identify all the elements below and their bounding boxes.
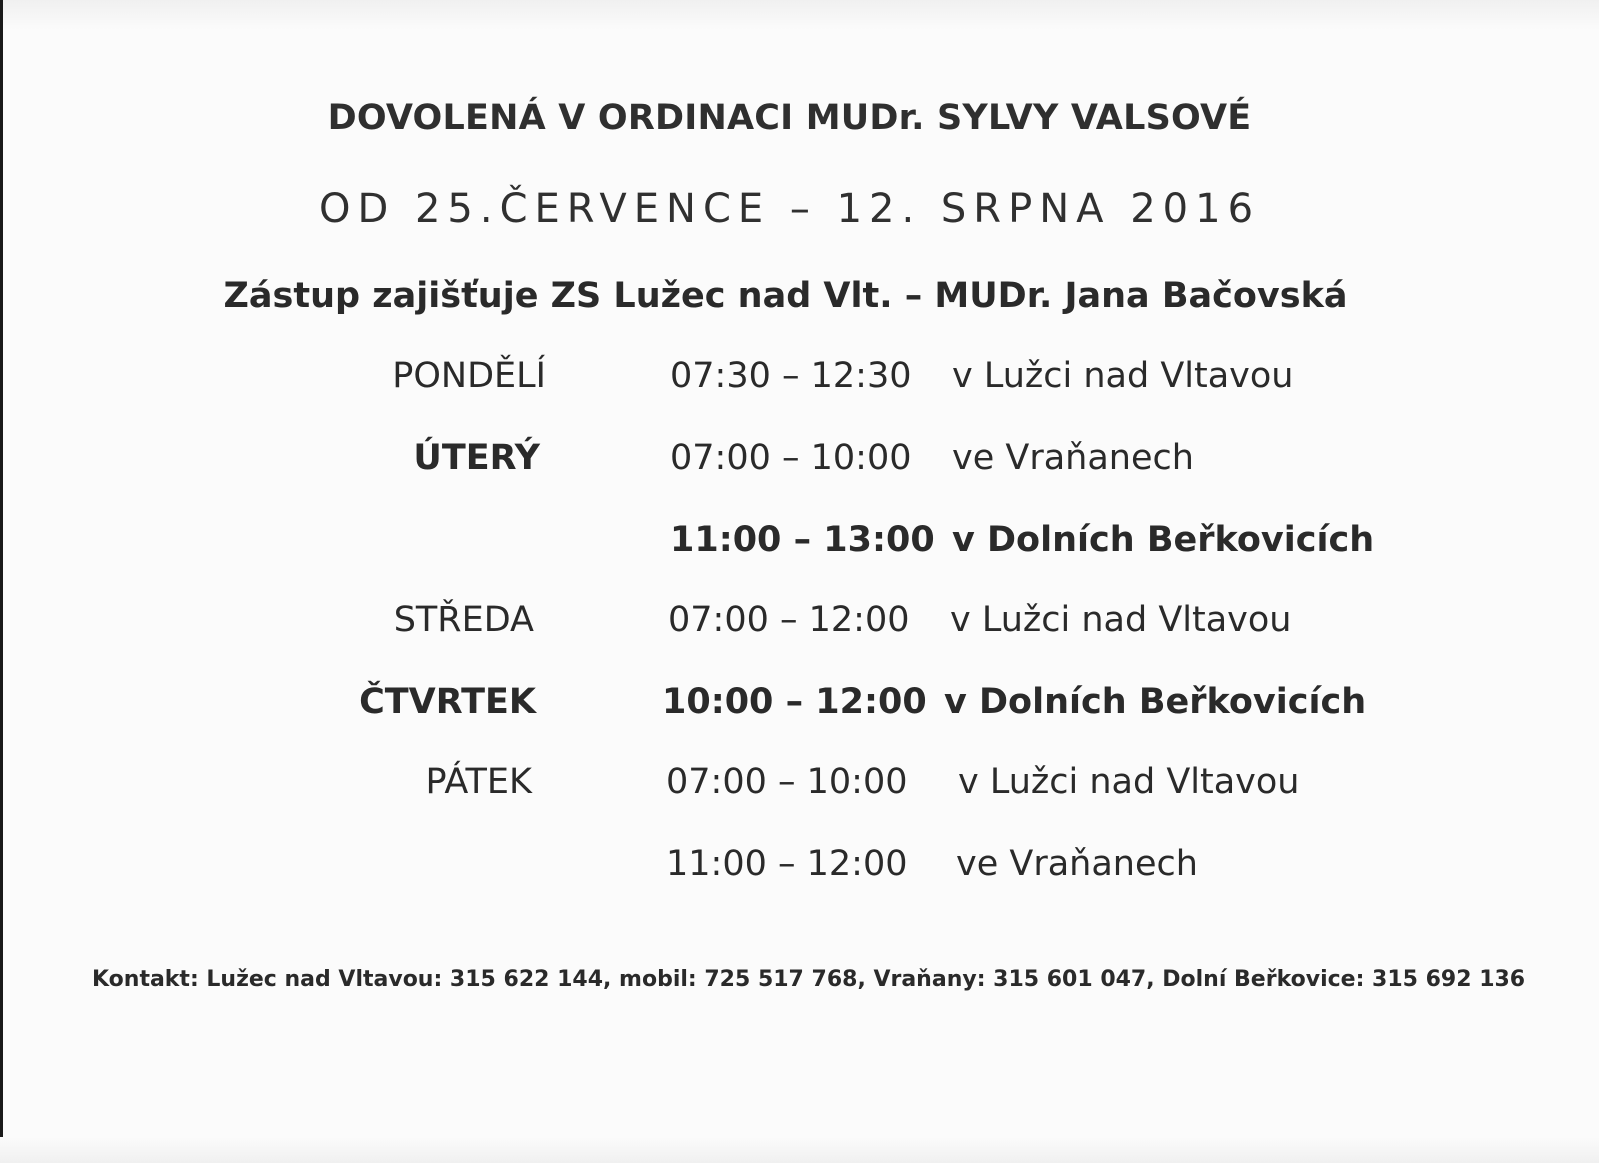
schedule-day: ČTVRTEK <box>359 682 536 722</box>
schedule-place: v Dolních Beřkovicích <box>952 520 1375 560</box>
schedule-row <box>0 762 1599 812</box>
schedule-place: v Lužci nad Vltavou <box>952 356 1294 396</box>
schedule-day: ÚTERÝ <box>413 438 540 478</box>
schedule-place: v Lužci nad Vltavou <box>958 762 1300 802</box>
schedule-day: STŘEDA <box>393 600 534 640</box>
schedule-place: ve Vraňanech <box>952 438 1194 478</box>
schedule-place: v Dolních Beřkovicích <box>944 682 1367 722</box>
schedule-day: PÁTEK <box>425 762 532 802</box>
schedule-time: 07:30 – 12:30 <box>670 356 912 396</box>
schedule-day: PONDĚLÍ <box>392 356 546 396</box>
schedule-time: 07:00 – 10:00 <box>670 438 912 478</box>
schedule-time: 11:00 – 13:00 <box>670 520 935 560</box>
substitute-doctor: Zástup zajišťuje ZS Lužec nad Vlt. – MUDr. Jana Bačovská <box>223 276 1348 316</box>
schedule-row <box>0 682 1599 732</box>
contact-info: Kontakt: Lužec nad Vltavou: 315 622 144, mobil: 725 517 768, Vraňany: 315 601 047, Dolní Beřkovice: 315 692 136 <box>92 967 1526 992</box>
schedule-row <box>0 520 1599 570</box>
schedule-row <box>0 844 1599 894</box>
vacation-period: OD 25.ČERVENCE – 12. SRPNA 2016 <box>318 186 1261 232</box>
schedule-row <box>0 356 1599 406</box>
schedule-place: v Lužci nad Vltavou <box>950 600 1292 640</box>
schedule-row <box>0 438 1599 488</box>
schedule-row <box>0 600 1599 650</box>
schedule-time: 07:00 – 10:00 <box>666 762 908 802</box>
schedule-place: ve Vraňanech <box>956 844 1198 884</box>
schedule-time: 11:00 – 12:00 <box>666 844 908 884</box>
schedule-time: 07:00 – 12:00 <box>668 600 910 640</box>
schedule-time: 10:00 – 12:00 <box>662 682 927 722</box>
notice-title: DOVOLENÁ V ORDINACI MUDr. SYLVY VALSOVÉ <box>327 98 1252 138</box>
